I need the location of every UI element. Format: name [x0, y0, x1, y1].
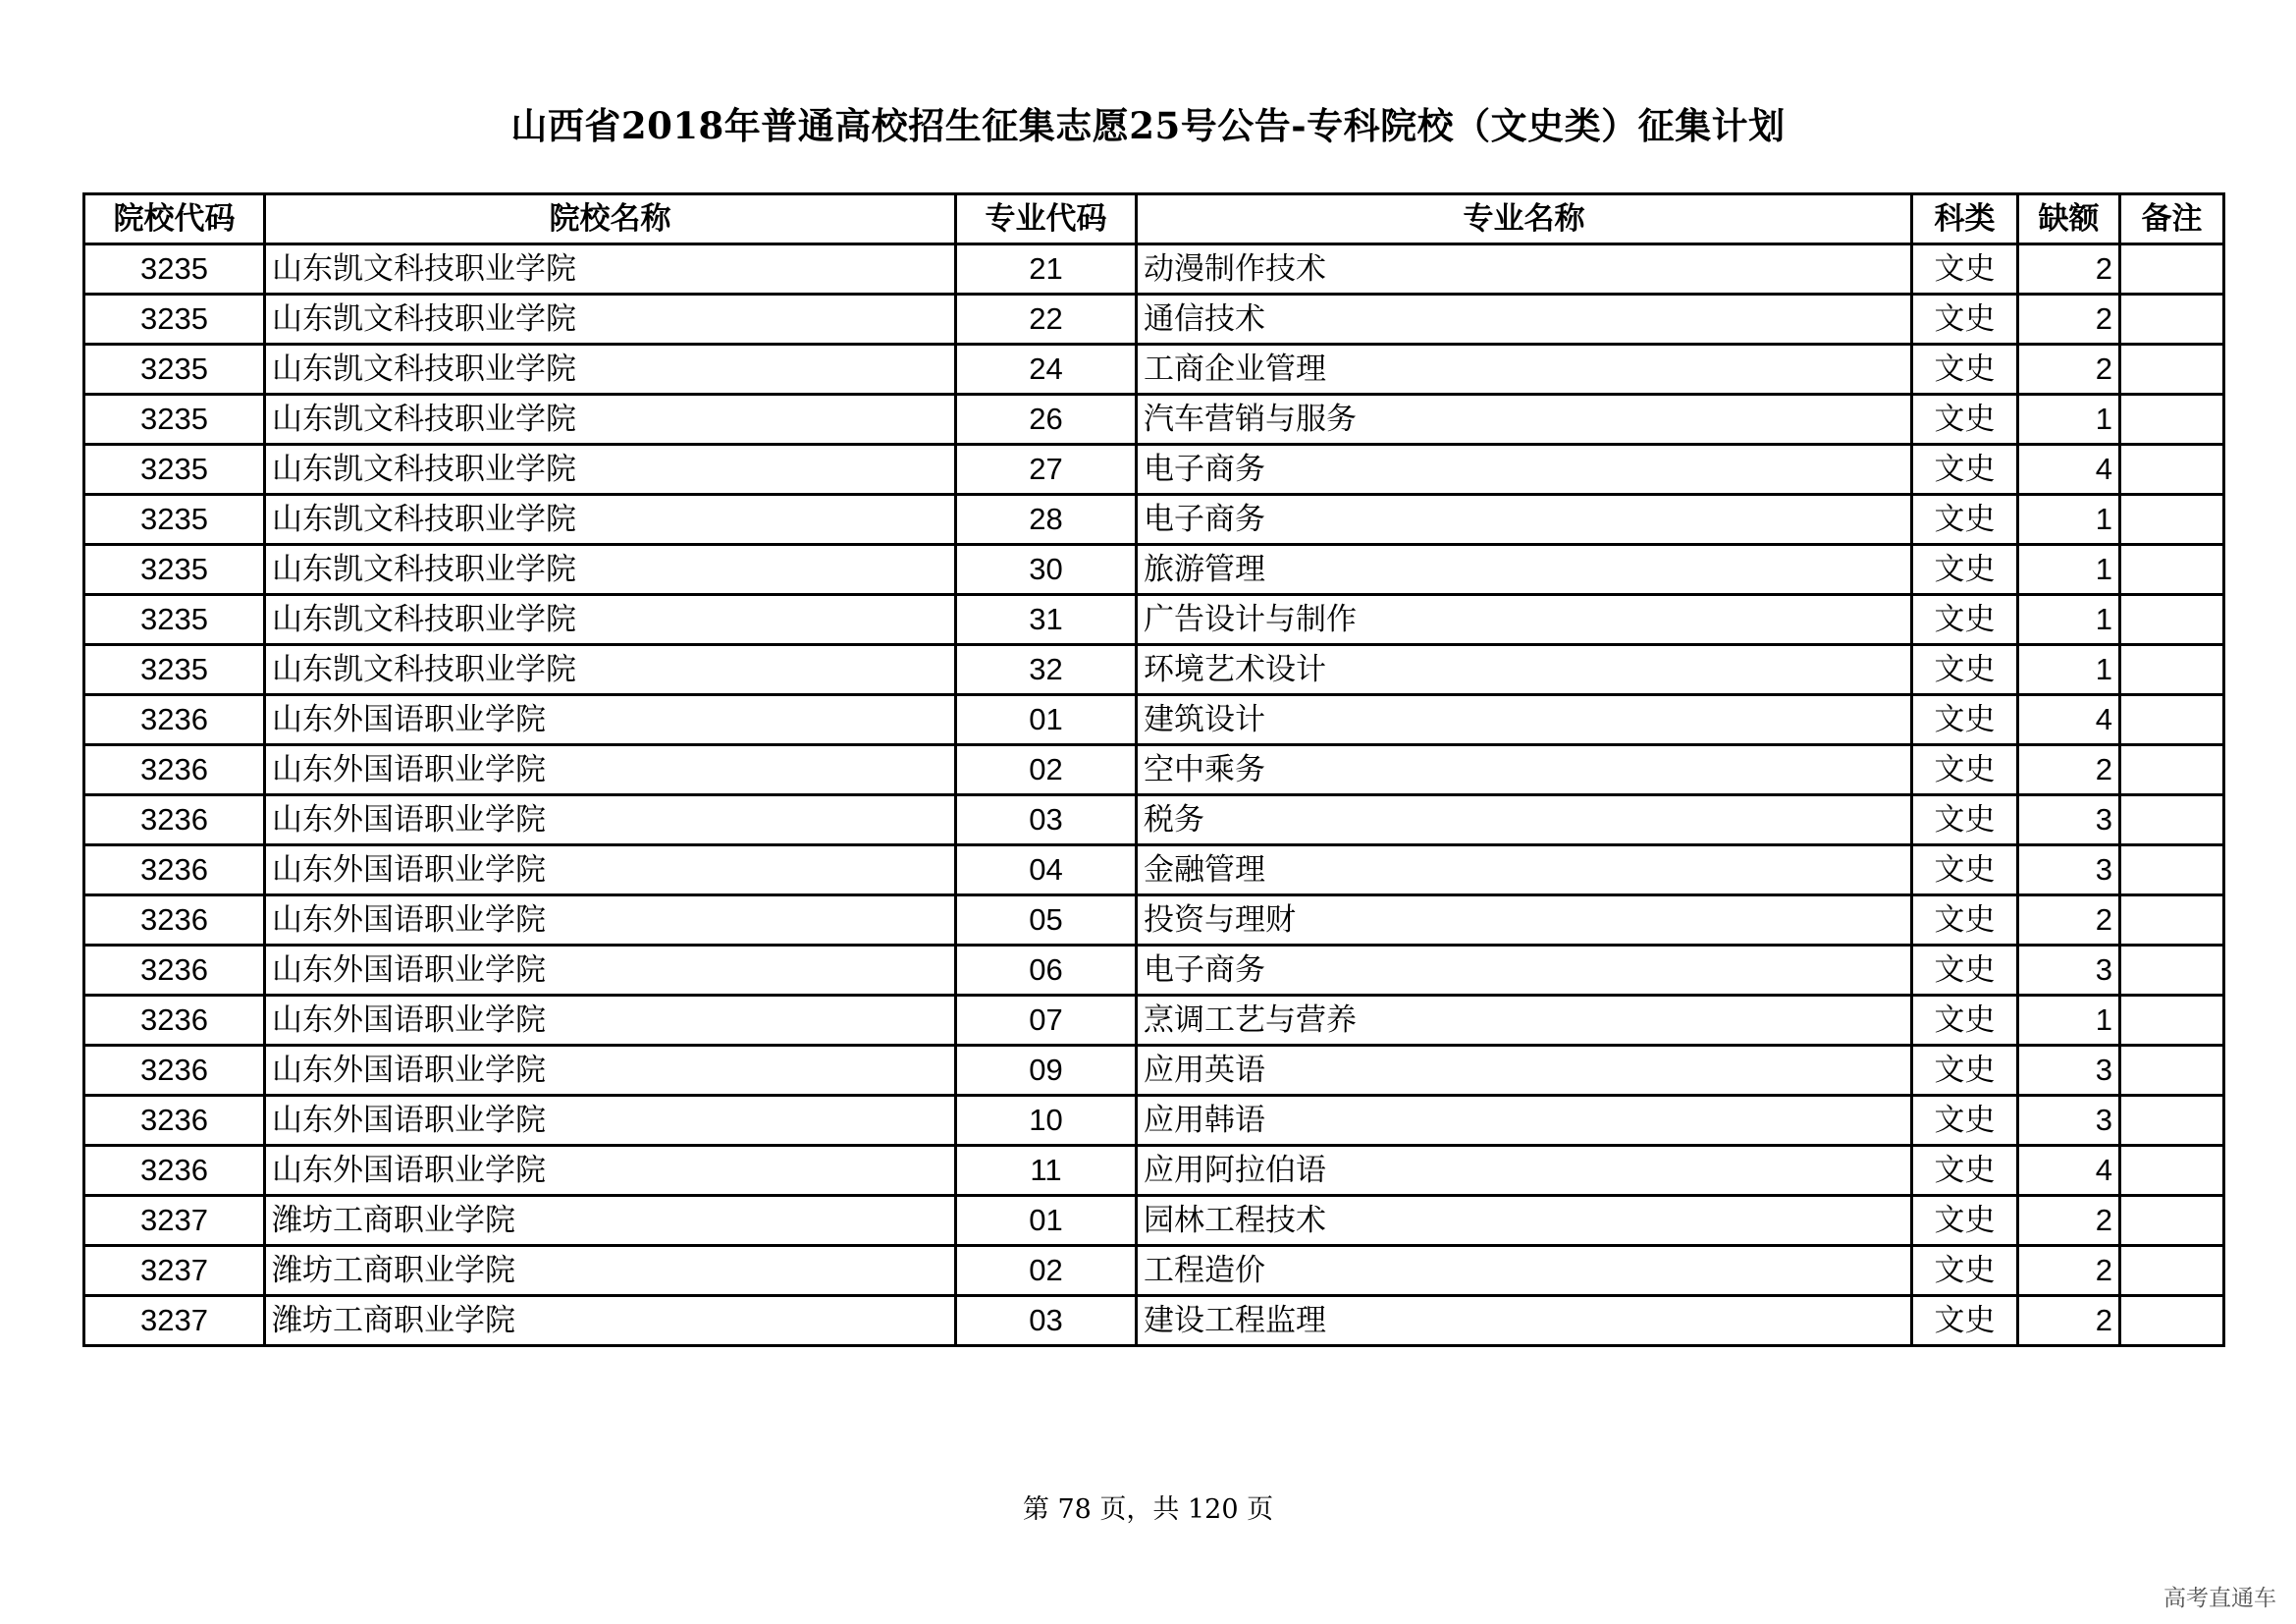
header-major-code: 专业代码 — [956, 194, 1137, 244]
cell-remark — [2120, 495, 2224, 545]
page-title: 山西省2018年普通高校招生征集志愿25号公告-专科院校（文史类）征集计划 — [510, 104, 1786, 147]
cell-school-name: 山东凯文科技职业学院 — [265, 395, 956, 445]
cell-school-code: 3235 — [84, 645, 265, 695]
cell-quota: 3 — [2018, 845, 2120, 895]
cell-major-code: 03 — [956, 1296, 1137, 1346]
cell-major-code: 09 — [956, 1046, 1137, 1096]
cell-major-name: 应用英语 — [1137, 1046, 1912, 1096]
cell-quota: 4 — [2018, 1146, 2120, 1196]
table-row — [84, 595, 2224, 645]
cell-school-code: 3235 — [84, 295, 265, 345]
cell-category: 文史 — [1912, 946, 2018, 996]
cell-school-name: 山东外国语职业学院 — [265, 695, 956, 745]
cell-school-code: 3237 — [84, 1246, 265, 1296]
table-row — [84, 996, 2224, 1046]
cell-quota: 2 — [2018, 1296, 2120, 1346]
cell-major-code: 03 — [956, 795, 1137, 845]
cell-category: 文史 — [1912, 845, 2018, 895]
cell-remark — [2120, 645, 2224, 695]
cell-school-name: 山东凯文科技职业学院 — [265, 295, 956, 345]
cell-category: 文史 — [1912, 1096, 2018, 1146]
cell-major-name: 动漫制作技术 — [1137, 244, 1912, 295]
cell-school-code: 3235 — [84, 345, 265, 395]
cell-major-name: 应用阿拉伯语 — [1137, 1146, 1912, 1196]
cell-school-name: 山东凯文科技职业学院 — [265, 495, 956, 545]
cell-school-name: 潍坊工商职业学院 — [265, 1296, 956, 1346]
cell-major-code: 11 — [956, 1146, 1137, 1196]
cell-category: 文史 — [1912, 996, 2018, 1046]
cell-school-name: 山东外国语职业学院 — [265, 845, 956, 895]
table-row — [84, 345, 2224, 395]
cell-remark — [2120, 545, 2224, 595]
cell-remark — [2120, 895, 2224, 946]
cell-remark — [2120, 595, 2224, 645]
cell-quota: 3 — [2018, 795, 2120, 845]
cell-school-code: 3235 — [84, 395, 265, 445]
cell-major-code: 02 — [956, 745, 1137, 795]
cell-remark — [2120, 1046, 2224, 1096]
cell-category: 文史 — [1912, 345, 2018, 395]
cell-category: 文史 — [1912, 495, 2018, 545]
cell-remark — [2120, 795, 2224, 845]
cell-quota: 1 — [2018, 595, 2120, 645]
cell-major-code: 26 — [956, 395, 1137, 445]
header-quota: 缺额 — [2018, 194, 2120, 244]
cell-remark — [2120, 445, 2224, 495]
cell-major-code: 27 — [956, 445, 1137, 495]
cell-major-name: 应用韩语 — [1137, 1096, 1912, 1146]
cell-remark — [2120, 345, 2224, 395]
cell-school-name: 山东外国语职业学院 — [265, 745, 956, 795]
cell-category: 文史 — [1912, 1046, 2018, 1096]
cell-school-name: 山东外国语职业学院 — [265, 1046, 956, 1096]
table-row — [84, 845, 2224, 895]
cell-major-name: 建设工程监理 — [1137, 1296, 1912, 1346]
watermark-logo: 高考直通车 — [2158, 1578, 2282, 1614]
cell-school-code: 3236 — [84, 695, 265, 745]
table-row — [84, 695, 2224, 745]
cell-school-name: 潍坊工商职业学院 — [265, 1196, 956, 1246]
cell-major-code: 32 — [956, 645, 1137, 695]
table-row — [84, 295, 2224, 345]
cell-quota: 1 — [2018, 645, 2120, 695]
cell-category: 文史 — [1912, 1296, 2018, 1346]
cell-quota: 1 — [2018, 545, 2120, 595]
cell-category: 文史 — [1912, 895, 2018, 946]
cell-school-name: 山东凯文科技职业学院 — [265, 244, 956, 295]
cell-quota: 2 — [2018, 895, 2120, 946]
cell-remark — [2120, 244, 2224, 295]
cell-school-code: 3236 — [84, 1046, 265, 1096]
cell-quota: 2 — [2018, 345, 2120, 395]
cell-school-name: 潍坊工商职业学院 — [265, 1246, 956, 1296]
cell-major-name: 汽车营销与服务 — [1137, 395, 1912, 445]
cell-school-code: 3235 — [84, 244, 265, 295]
cell-category: 文史 — [1912, 445, 2018, 495]
cell-remark — [2120, 996, 2224, 1046]
cell-remark — [2120, 1096, 2224, 1146]
cell-category: 文史 — [1912, 695, 2018, 745]
cell-quota: 1 — [2018, 495, 2120, 545]
cell-school-code: 3236 — [84, 946, 265, 996]
cell-school-code: 3236 — [84, 895, 265, 946]
cell-category: 文史 — [1912, 745, 2018, 795]
cell-category: 文史 — [1912, 645, 2018, 695]
cell-school-code: 3235 — [84, 545, 265, 595]
cell-school-code: 3237 — [84, 1296, 265, 1346]
cell-quota: 4 — [2018, 695, 2120, 745]
table-row — [84, 795, 2224, 845]
cell-major-code: 07 — [956, 996, 1137, 1046]
cell-major-name: 工程造价 — [1137, 1246, 1912, 1296]
table-row — [84, 745, 2224, 795]
cell-major-code: 22 — [956, 295, 1137, 345]
table-row — [84, 395, 2224, 445]
cell-major-code: 28 — [956, 495, 1137, 545]
table-row — [84, 1046, 2224, 1096]
cell-major-code: 01 — [956, 1196, 1137, 1246]
cell-category: 文史 — [1912, 795, 2018, 845]
cell-remark — [2120, 1246, 2224, 1296]
cell-school-code: 3236 — [84, 1146, 265, 1196]
cell-category: 文史 — [1912, 295, 2018, 345]
table-body — [84, 244, 2224, 1346]
cell-school-name: 山东凯文科技职业学院 — [265, 645, 956, 695]
cell-category: 文史 — [1912, 395, 2018, 445]
cell-quota: 2 — [2018, 1246, 2120, 1296]
table-row — [84, 495, 2224, 545]
cell-category: 文史 — [1912, 545, 2018, 595]
cell-quota: 1 — [2018, 996, 2120, 1046]
cell-major-name: 工商企业管理 — [1137, 345, 1912, 395]
cell-major-name: 电子商务 — [1137, 495, 1912, 545]
cell-quota: 2 — [2018, 295, 2120, 345]
cell-school-name: 山东凯文科技职业学院 — [265, 445, 956, 495]
cell-remark — [2120, 1296, 2224, 1346]
cell-school-code: 3236 — [84, 845, 265, 895]
cell-quota: 2 — [2018, 244, 2120, 295]
table-row — [84, 445, 2224, 495]
cell-quota: 3 — [2018, 1096, 2120, 1146]
cell-school-code: 3235 — [84, 445, 265, 495]
table-row — [84, 946, 2224, 996]
cell-quota: 4 — [2018, 445, 2120, 495]
cell-school-name: 山东凯文科技职业学院 — [265, 545, 956, 595]
table-row — [84, 645, 2224, 695]
cell-major-code: 04 — [956, 845, 1137, 895]
cell-school-name: 山东外国语职业学院 — [265, 946, 956, 996]
cell-school-code: 3236 — [84, 745, 265, 795]
cell-major-code: 30 — [956, 545, 1137, 595]
cell-major-name: 电子商务 — [1137, 445, 1912, 495]
cell-remark — [2120, 745, 2224, 795]
cell-school-code: 3235 — [84, 495, 265, 545]
table-row — [84, 244, 2224, 295]
cell-school-code: 3235 — [84, 595, 265, 645]
cell-major-code: 24 — [956, 345, 1137, 395]
header-category: 科类 — [1912, 194, 2018, 244]
header-remark: 备注 — [2120, 194, 2224, 244]
cell-major-code: 31 — [956, 595, 1137, 645]
cell-remark — [2120, 395, 2224, 445]
cell-school-name: 山东外国语职业学院 — [265, 895, 956, 946]
enrollment-plan-table — [82, 192, 2225, 1347]
table-row — [84, 1196, 2224, 1246]
header-school-name: 院校名称 — [265, 194, 956, 244]
cell-school-code: 3236 — [84, 996, 265, 1046]
cell-major-name: 建筑设计 — [1137, 695, 1912, 745]
cell-remark — [2120, 1146, 2224, 1196]
cell-category: 文史 — [1912, 1246, 2018, 1296]
cell-major-name: 空中乘务 — [1137, 745, 1912, 795]
cell-major-name: 广告设计与制作 — [1137, 595, 1912, 645]
cell-category: 文史 — [1912, 1196, 2018, 1246]
table-row — [84, 1246, 2224, 1296]
cell-school-name: 山东外国语职业学院 — [265, 996, 956, 1046]
cell-quota: 3 — [2018, 1046, 2120, 1096]
table-row — [84, 1096, 2224, 1146]
cell-school-name: 山东外国语职业学院 — [265, 1096, 956, 1146]
cell-major-code: 10 — [956, 1096, 1137, 1146]
cell-school-name: 山东外国语职业学院 — [265, 795, 956, 845]
cell-category: 文史 — [1912, 1146, 2018, 1196]
table-header-row — [84, 194, 2224, 244]
cell-major-name: 电子商务 — [1137, 946, 1912, 996]
cell-major-code: 02 — [956, 1246, 1137, 1296]
header-major-name: 专业名称 — [1137, 194, 1912, 244]
cell-quota: 2 — [2018, 745, 2120, 795]
cell-major-name: 税务 — [1137, 795, 1912, 845]
cell-quota: 3 — [2018, 946, 2120, 996]
cell-school-code: 3236 — [84, 1096, 265, 1146]
cell-major-code: 21 — [956, 244, 1137, 295]
cell-quota: 1 — [2018, 395, 2120, 445]
cell-remark — [2120, 946, 2224, 996]
cell-major-code: 05 — [956, 895, 1137, 946]
cell-quota: 2 — [2018, 1196, 2120, 1246]
cell-category: 文史 — [1912, 244, 2018, 295]
page-number: 第 78 页，共 120 页 — [1022, 1494, 1274, 1525]
cell-school-name: 山东凯文科技职业学院 — [265, 345, 956, 395]
cell-major-name: 烹调工艺与营养 — [1137, 996, 1912, 1046]
cell-school-name: 山东凯文科技职业学院 — [265, 595, 956, 645]
cell-school-code: 3236 — [84, 795, 265, 845]
cell-major-code: 01 — [956, 695, 1137, 745]
cell-major-code: 06 — [956, 946, 1137, 996]
header-school-code: 院校代码 — [84, 194, 265, 244]
table-row — [84, 1146, 2224, 1196]
table-row — [84, 895, 2224, 946]
cell-major-name: 投资与理财 — [1137, 895, 1912, 946]
cell-remark — [2120, 295, 2224, 345]
cell-remark — [2120, 1196, 2224, 1246]
cell-major-name: 环境艺术设计 — [1137, 645, 1912, 695]
cell-remark — [2120, 695, 2224, 745]
cell-major-name: 园林工程技术 — [1137, 1196, 1912, 1246]
cell-major-name: 金融管理 — [1137, 845, 1912, 895]
cell-school-code: 3237 — [84, 1196, 265, 1246]
cell-major-name: 通信技术 — [1137, 295, 1912, 345]
table-row — [84, 1296, 2224, 1346]
cell-major-name: 旅游管理 — [1137, 545, 1912, 595]
table-row — [84, 545, 2224, 595]
cell-remark — [2120, 845, 2224, 895]
cell-school-name: 山东外国语职业学院 — [265, 1146, 956, 1196]
cell-category: 文史 — [1912, 595, 2018, 645]
